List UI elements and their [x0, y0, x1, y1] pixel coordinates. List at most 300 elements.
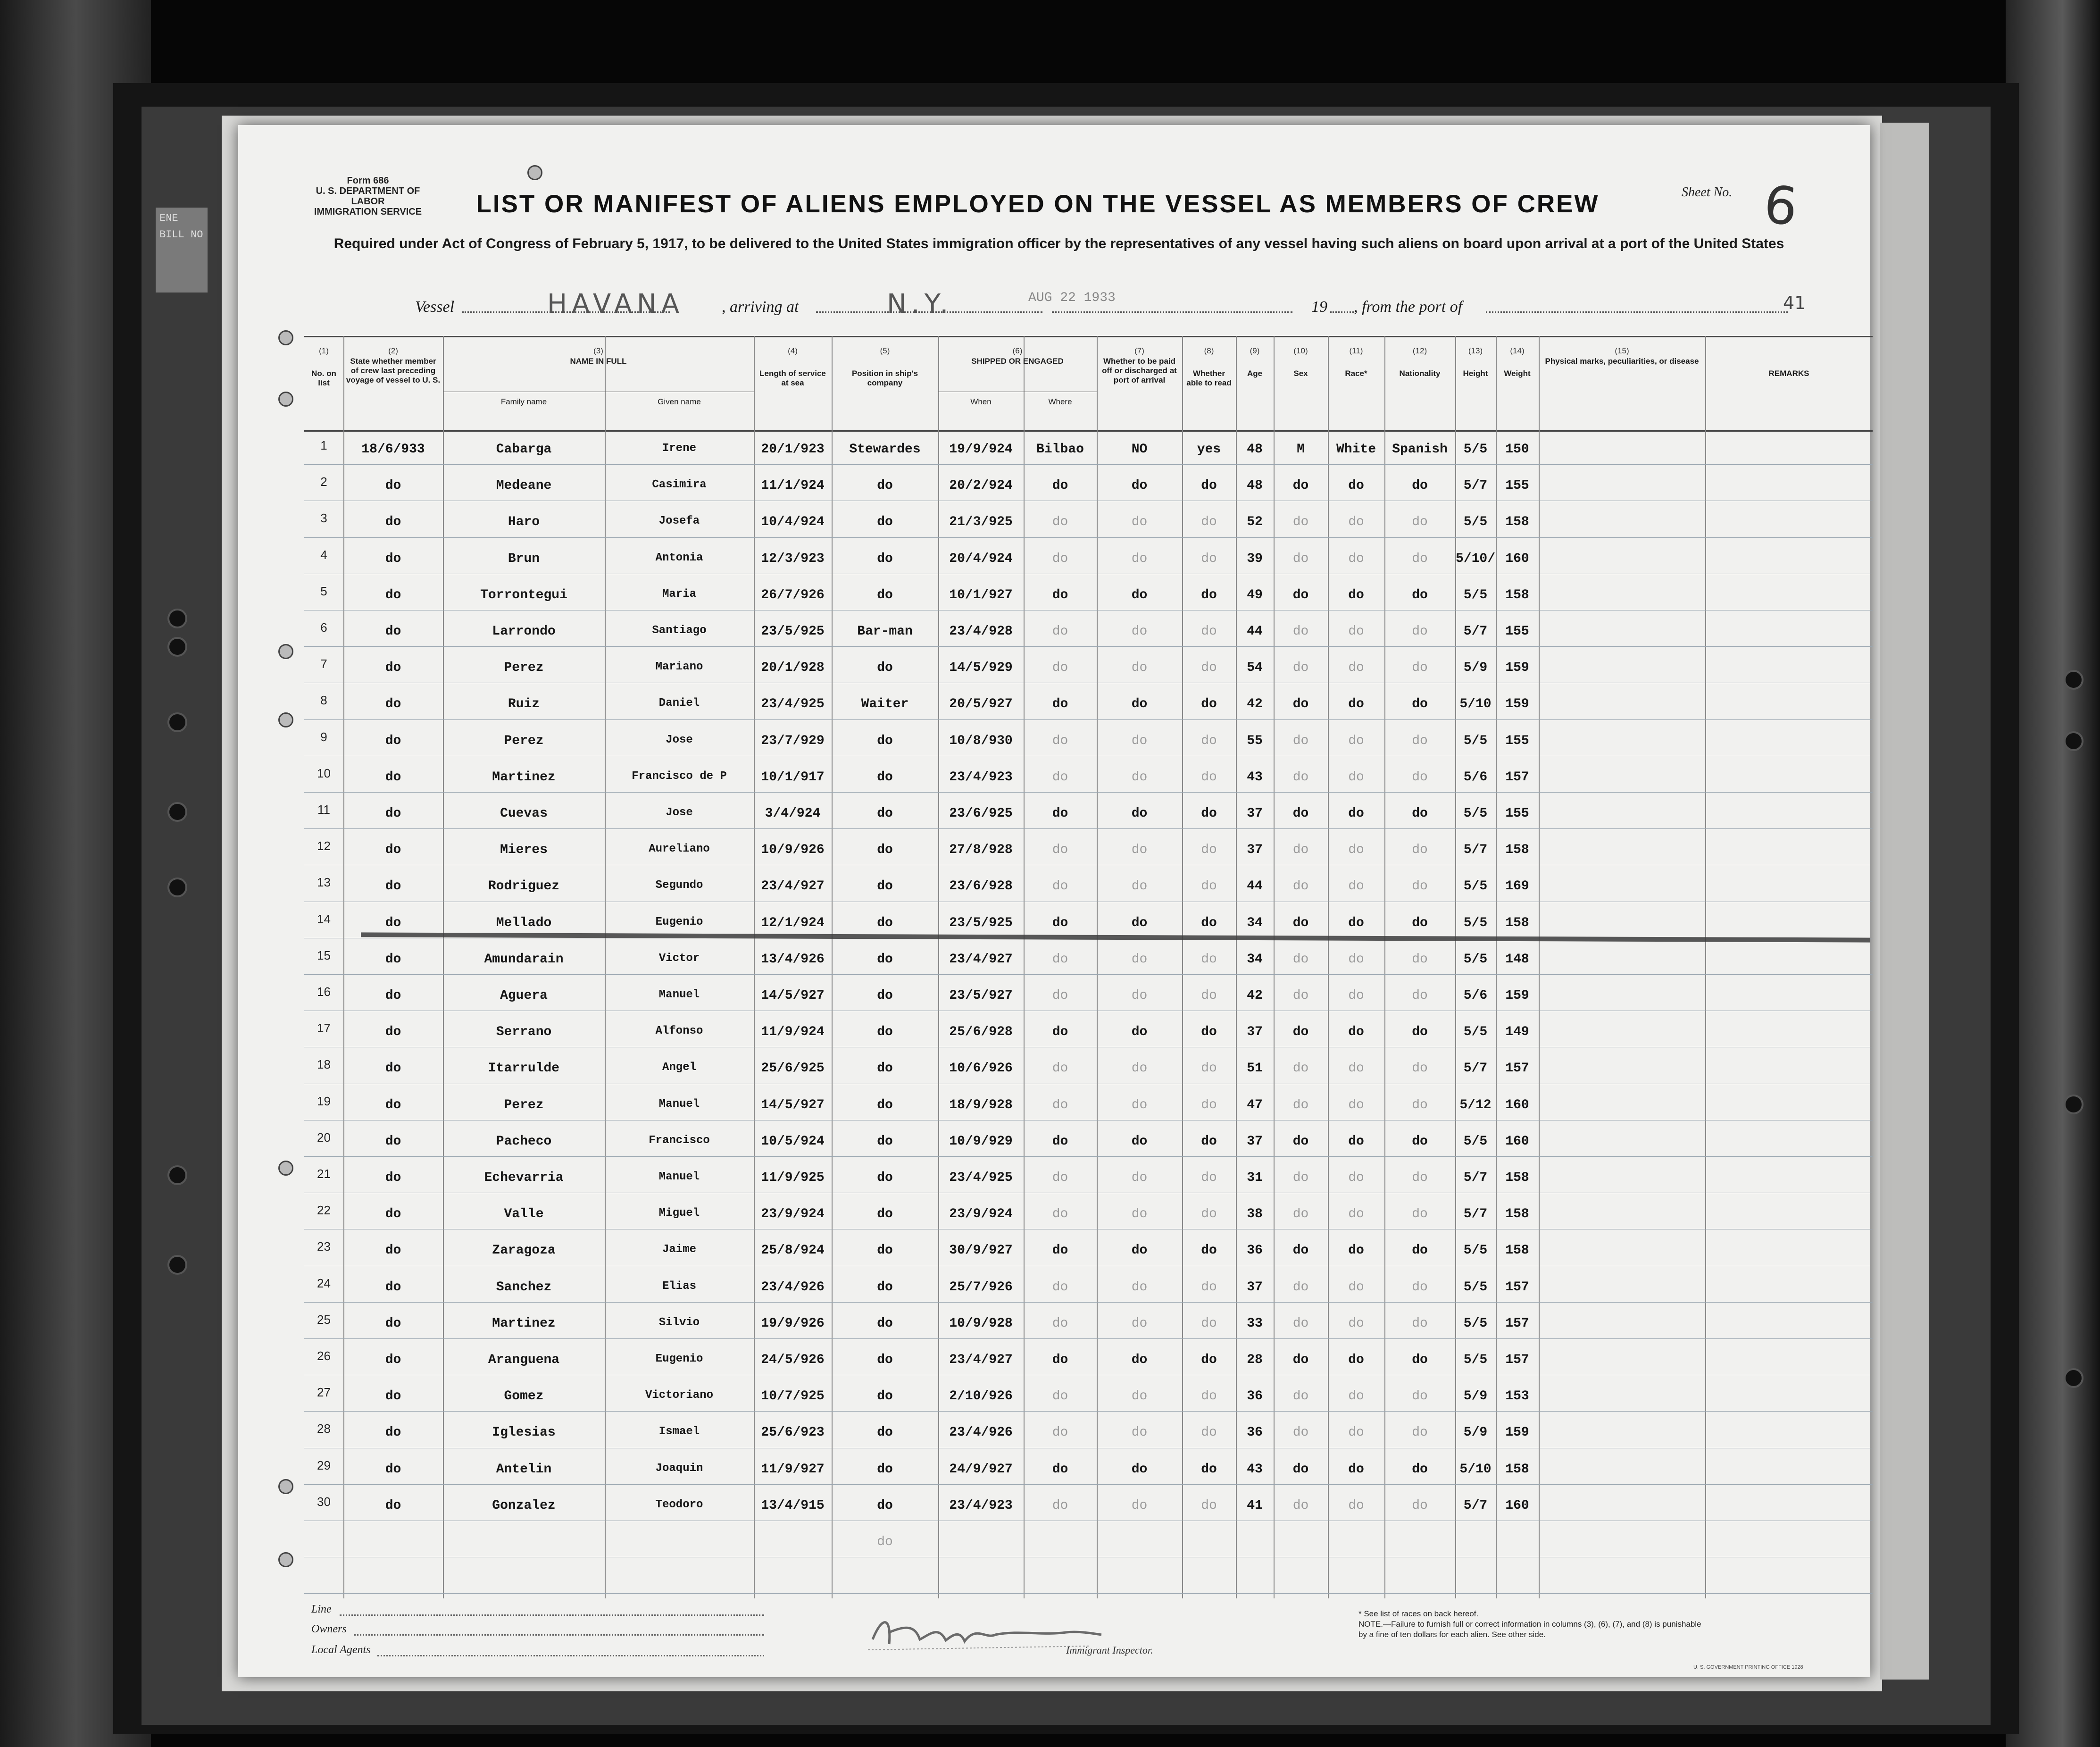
- row-number: 27: [317, 1385, 331, 1400]
- table-cell: 18/9/928: [949, 1097, 1013, 1112]
- page-number: 41: [1783, 293, 1806, 313]
- row-rule: [304, 719, 1873, 720]
- punch-hole-icon: [278, 330, 293, 345]
- table-cell: do: [1292, 478, 1309, 493]
- table-cell: do: [1201, 733, 1217, 748]
- table-cell: do: [385, 660, 401, 676]
- table-cell: do: [877, 515, 893, 530]
- table-cell: do: [1292, 1243, 1309, 1258]
- given-name: Manuel: [658, 988, 700, 1001]
- column-subheader: Where: [1048, 397, 1072, 406]
- table-cell: do: [1201, 843, 1217, 858]
- row-rule: [304, 464, 1873, 465]
- table-cell: do: [1292, 806, 1309, 821]
- table-cell: 10/7/925: [761, 1389, 825, 1404]
- binder-hole-icon: [167, 609, 187, 628]
- side-card-line: BILL NO: [159, 229, 203, 241]
- column-number: (6): [1012, 346, 1023, 355]
- table-cell: do: [1052, 915, 1068, 930]
- table-cell: 5/6: [1463, 769, 1488, 785]
- arriving-label: , arriving at: [722, 298, 799, 316]
- table-cell: White: [1336, 442, 1376, 457]
- table-cell: do: [1131, 1170, 1148, 1185]
- row-number: 16: [317, 985, 331, 999]
- table-cell: 11/9/925: [761, 1170, 825, 1185]
- row-number: 2: [320, 475, 327, 489]
- table-cell: do: [1201, 1425, 1217, 1440]
- table-cell: do: [1131, 1389, 1148, 1404]
- column-number: (14): [1510, 346, 1525, 355]
- table-cell: do: [1201, 1498, 1217, 1513]
- table-cell: 5/9: [1463, 1389, 1488, 1404]
- column-header: Whether to be paid off or discharged at port of arrival: [1102, 357, 1177, 385]
- table-cell: do: [1052, 624, 1068, 639]
- table-cell: do: [1348, 843, 1364, 858]
- column-subheader: Family name: [500, 397, 547, 406]
- table-cell: 19/9/924: [949, 442, 1013, 457]
- column-subheader: When: [970, 397, 992, 406]
- table-cell: 20/1/928: [761, 660, 825, 676]
- table-cell: 25/6/928: [949, 1025, 1013, 1040]
- column-header: Age: [1247, 369, 1263, 378]
- table-cell: 10/5/924: [761, 1134, 825, 1149]
- table-cell: 10/8/930: [949, 733, 1013, 748]
- table-cell: do: [1292, 843, 1309, 858]
- table-cell: 37: [1247, 1134, 1263, 1149]
- owners-label: Owners: [311, 1623, 347, 1635]
- table-cell: do: [1348, 1134, 1364, 1149]
- binder-hole-icon: [2064, 731, 2083, 751]
- table-cell: do: [385, 1025, 401, 1040]
- table-cell: do: [1348, 1425, 1364, 1440]
- table-cell: 5/12: [1459, 1097, 1492, 1112]
- table-cell: do: [1052, 1279, 1068, 1295]
- table-cell: 10/9/926: [761, 843, 825, 858]
- given-name: Manuel: [658, 1170, 700, 1183]
- punch-hole-icon: [527, 165, 542, 180]
- family-name: Ruiz: [508, 697, 540, 712]
- family-name: Mellado: [496, 915, 552, 930]
- table-cell: do: [1412, 769, 1428, 785]
- given-name: Francisco de P: [632, 769, 727, 783]
- punch-hole-icon: [278, 712, 293, 727]
- table-cell: do: [1292, 1353, 1309, 1367]
- table-cell: do: [1201, 1061, 1217, 1076]
- penalty-note: NOTE.—Failure to furnish full or correct information in columns (3), (6), (7), and (8) is punishable by a fine of ten dollars for each alien. See other side.: [1358, 1620, 1701, 1639]
- table-cell: do: [1348, 587, 1364, 602]
- table-cell: do: [877, 952, 893, 967]
- table-cell: do: [1412, 1425, 1428, 1440]
- table-cell: 23/5/925: [949, 915, 1013, 930]
- row-rule: [304, 1156, 1873, 1157]
- table-cell: 37: [1247, 843, 1263, 858]
- family-name: Torrontegui: [480, 587, 567, 602]
- table-cell: 5/10: [1459, 697, 1492, 712]
- table-cell: 5/5: [1463, 1243, 1488, 1258]
- table-cell: 153: [1505, 1389, 1529, 1404]
- given-name: Daniel: [658, 697, 700, 710]
- column-header: State whether member of crew last preceding voyage of vessel to U. S.: [346, 357, 441, 385]
- table-cell: do: [1201, 1134, 1217, 1149]
- family-name: Cabarga: [496, 442, 552, 457]
- row-rule: [304, 828, 1873, 829]
- table-cell: do: [1201, 915, 1217, 930]
- row-number: 24: [317, 1276, 331, 1290]
- binder-hole-icon: [2064, 1095, 2083, 1114]
- table-cell: do: [1052, 769, 1068, 785]
- table-cell: do: [1348, 1353, 1364, 1367]
- column-number: (5): [880, 346, 890, 355]
- given-name: Silvio: [658, 1316, 700, 1329]
- family-name: Perez: [504, 1097, 544, 1112]
- table-cell: do: [1052, 1425, 1068, 1440]
- table-cell: 51: [1247, 1061, 1263, 1076]
- table-cell: 160: [1505, 551, 1529, 566]
- column-number: (9): [1250, 346, 1260, 355]
- row-number: 29: [317, 1458, 331, 1472]
- table-cell: do: [1131, 952, 1148, 967]
- table-cell: do: [1348, 806, 1364, 821]
- punch-hole-icon: [278, 1479, 293, 1494]
- table-cell: do: [1131, 587, 1148, 602]
- row-rule: [304, 1338, 1873, 1339]
- table-cell: do: [385, 515, 401, 530]
- row-number: 1: [320, 438, 327, 452]
- table-cell: 31: [1247, 1170, 1263, 1185]
- table-cell: do: [385, 988, 401, 1003]
- table-cell: do: [1348, 624, 1364, 639]
- row-number: 3: [320, 511, 327, 526]
- family-name: Mieres: [500, 843, 548, 858]
- table-cell: Waiter: [861, 697, 909, 712]
- table-cell: do: [1292, 1134, 1309, 1149]
- table-cell: 37: [1247, 1025, 1263, 1040]
- film-right-edge: [2006, 0, 2100, 1747]
- row-rule: [304, 537, 1873, 538]
- table-cell: 37: [1247, 806, 1263, 821]
- row-number: 4: [320, 547, 327, 562]
- table-cell: do: [1348, 1462, 1364, 1477]
- table-cell: 157: [1505, 1316, 1529, 1331]
- table-cell: do: [1131, 624, 1148, 639]
- table-cell: do: [1292, 1425, 1309, 1440]
- row-number: 20: [317, 1130, 331, 1145]
- table-cell: 23/4/927: [761, 879, 825, 894]
- table-cell: do: [1052, 1243, 1068, 1258]
- table-cell: do: [1052, 587, 1068, 602]
- table-cell: do: [1052, 1097, 1068, 1112]
- given-name: Antonia: [655, 551, 703, 564]
- table-cell: 24/9/927: [949, 1462, 1013, 1477]
- column-header: Height: [1463, 369, 1488, 378]
- column-header: Position in ship's company: [851, 369, 918, 387]
- table-cell: 5/7: [1463, 624, 1488, 639]
- crew-manifest-table: [304, 336, 1873, 1598]
- table-cell: 5/5: [1463, 1316, 1488, 1331]
- row-number: 11: [317, 802, 330, 817]
- table-cell: 14/5/929: [949, 660, 1013, 676]
- underlying-sheet-edge: [1880, 123, 1929, 1680]
- table-cell: do: [385, 1170, 401, 1185]
- table-cell: 23/6/928: [949, 879, 1013, 894]
- column-header: Race*: [1345, 369, 1367, 378]
- table-cell: do: [1131, 988, 1148, 1003]
- table-cell: do: [1201, 1353, 1217, 1367]
- table-cell: do: [385, 587, 401, 602]
- table-cell: do: [1348, 915, 1364, 930]
- table-cell: 5/5: [1463, 879, 1488, 894]
- table-cell: do: [385, 952, 401, 967]
- table-cell: do: [1412, 1316, 1428, 1331]
- document-subtitle: Required under Act of Congress of February 5, 1917, to be delivered to the United States immigration officer by the representatives of any vessel having such aliens on board upon arrival at a port of the United States: [333, 236, 1784, 251]
- table-cell: do: [1052, 551, 1068, 566]
- table-cell: do: [1131, 478, 1148, 493]
- table-cell: 43: [1247, 769, 1263, 785]
- table-cell: do: [1201, 515, 1217, 530]
- table-cell: 13/4/915: [761, 1498, 825, 1513]
- punch-hole-icon: [278, 1161, 293, 1176]
- table-cell: 23/4/923: [949, 769, 1013, 785]
- table-cell: do: [1348, 478, 1364, 493]
- table-cell: 157: [1505, 1279, 1529, 1295]
- table-cell: do: [1131, 697, 1148, 712]
- table-cell: do: [385, 915, 401, 930]
- table-cell: do: [385, 843, 401, 858]
- table-cell: do: [385, 1061, 401, 1076]
- column-number: (7): [1134, 346, 1144, 355]
- table-cell: do: [1131, 879, 1148, 894]
- table-cell: Bar-man: [857, 624, 913, 639]
- table-cell: 10/6/926: [949, 1061, 1013, 1076]
- table-cell: 159: [1505, 1425, 1529, 1440]
- table-cell: do: [1052, 1061, 1068, 1076]
- table-cell: 13/4/926: [761, 952, 825, 967]
- table-cell: 5/5: [1463, 442, 1488, 457]
- table-cell: do: [1131, 1061, 1148, 1076]
- table-cell: do: [1292, 952, 1309, 967]
- table-cell: 23/4/927: [949, 1353, 1013, 1367]
- table-cell: 23/4/925: [761, 697, 825, 712]
- table-cell: do: [877, 1353, 893, 1367]
- table-cell: do: [1412, 587, 1428, 602]
- form-number: Form 686: [347, 176, 389, 186]
- table-cell: do: [385, 1207, 401, 1222]
- table-cell: 158: [1505, 1170, 1529, 1185]
- table-cell: 34: [1247, 952, 1263, 967]
- table-cell: do: [1348, 769, 1364, 785]
- family-name: Martinez: [492, 1316, 556, 1331]
- table-cell: do: [1131, 515, 1148, 530]
- table-cell: do: [385, 1425, 401, 1440]
- table-cell: do: [385, 551, 401, 566]
- table-cell: 25/8/924: [761, 1243, 825, 1258]
- table-cell: 5/5: [1463, 1134, 1488, 1149]
- table-cell: 158: [1505, 515, 1529, 530]
- column-header: Length of service at sea: [759, 369, 826, 387]
- given-name: Elias: [662, 1279, 696, 1293]
- table-cell: do: [1348, 1279, 1364, 1295]
- table-cell: 160: [1505, 1097, 1529, 1112]
- table-cell: 5/10: [1459, 1462, 1492, 1477]
- table-cell: do: [1292, 1097, 1309, 1112]
- table-cell: do: [1412, 478, 1428, 493]
- table-cell: do: [1412, 1170, 1428, 1185]
- table-cell: do: [1131, 1134, 1148, 1149]
- column-header: Whether able to read: [1186, 369, 1232, 387]
- table-cell: do: [1131, 806, 1148, 821]
- table-cell: do: [1131, 1316, 1148, 1331]
- table-cell: 27/8/928: [949, 843, 1013, 858]
- table-cell: 23/4/928: [949, 624, 1013, 639]
- table-cell: do: [1348, 733, 1364, 748]
- row-number: 13: [317, 875, 331, 890]
- table-cell: do: [1201, 587, 1217, 602]
- local-agents-field: [377, 1655, 764, 1656]
- table-cell: do: [877, 879, 893, 894]
- table-cell: do: [877, 1025, 893, 1040]
- table-cell: do: [1292, 988, 1309, 1003]
- table-cell: do: [1201, 988, 1217, 1003]
- table-cell: do: [1348, 1243, 1364, 1258]
- table-cell: 10/9/928: [949, 1316, 1013, 1331]
- table-cell: do: [1292, 624, 1309, 639]
- vessel-label: Vessel: [415, 298, 455, 316]
- table-cell: do: [385, 806, 401, 821]
- table-cell: do: [1052, 1462, 1068, 1477]
- table-cell: 23/4/926: [761, 1279, 825, 1295]
- given-name: Santiago: [652, 624, 707, 637]
- table-cell: 48: [1247, 442, 1263, 457]
- table-cell: 160: [1505, 1498, 1529, 1513]
- column-header: REMARKS: [1768, 369, 1809, 378]
- table-cell: do: [1052, 478, 1068, 493]
- table-cell: 12/1/924: [761, 915, 825, 930]
- table-cell: do: [1052, 515, 1068, 530]
- table-cell: 23/6/925: [949, 806, 1013, 821]
- table-cell: 21/3/925: [949, 515, 1013, 530]
- row-number: 26: [317, 1349, 331, 1363]
- family-name: Perez: [504, 660, 544, 676]
- table-cell: do: [1131, 1462, 1148, 1477]
- table-cell: do: [1052, 1170, 1068, 1185]
- given-name: Josefa: [658, 515, 700, 528]
- table-cell: 44: [1247, 879, 1263, 894]
- table-cell: do: [1348, 1389, 1364, 1404]
- table-cell: do: [1052, 952, 1068, 967]
- table-cell: 23/4/923: [949, 1498, 1013, 1513]
- table-cell: 3/4/924: [765, 806, 821, 821]
- owners-field: [354, 1634, 764, 1636]
- table-cell: do: [877, 806, 893, 821]
- table-cell: 158: [1505, 1243, 1529, 1258]
- table-cell: do: [1131, 1353, 1148, 1367]
- given-name: Maria: [662, 587, 696, 601]
- family-name: Brun: [508, 551, 540, 566]
- binder-hole-icon: [167, 712, 187, 732]
- line-field: [340, 1614, 764, 1616]
- table-cell: 19/9/926: [761, 1316, 825, 1331]
- given-name: Mariano: [655, 660, 703, 674]
- table-cell: 23/4/927: [949, 952, 1013, 967]
- sheet-number-label: Sheet No.: [1682, 185, 1733, 200]
- table-cell: do: [1052, 843, 1068, 858]
- table-cell: do: [1348, 1025, 1364, 1040]
- table-cell: do: [385, 478, 401, 493]
- table-cell: do: [1292, 1061, 1309, 1076]
- table-cell: do: [385, 1316, 401, 1331]
- table-cell: do: [1201, 769, 1217, 785]
- table-cell: do: [1348, 1097, 1364, 1112]
- row-number: 5: [320, 584, 327, 598]
- table-cell: 42: [1247, 697, 1263, 712]
- table-cell: 5/7: [1463, 478, 1488, 493]
- table-cell: do: [1201, 1243, 1217, 1258]
- row-rule: [304, 1302, 1873, 1303]
- table-cell: NO: [1131, 442, 1148, 457]
- table-cell: 10/1/917: [761, 769, 825, 785]
- table-cell: do: [1201, 624, 1217, 639]
- given-name: Irene: [662, 442, 696, 455]
- family-name: Medeane: [496, 478, 552, 493]
- column-number: (4): [788, 346, 798, 355]
- table-cell: 23/4/925: [949, 1170, 1013, 1185]
- table-cell: do: [1201, 1462, 1217, 1477]
- year-label: 19: [1311, 298, 1327, 316]
- row-number: 10: [317, 766, 331, 780]
- table-cell: do: [1052, 1353, 1068, 1367]
- table-cell: do: [385, 879, 401, 894]
- table-cell: do: [877, 988, 893, 1003]
- table-cell: do: [877, 1207, 893, 1222]
- binder-hole-icon: [167, 637, 187, 657]
- table-cell: do: [385, 769, 401, 785]
- punch-hole-icon: [278, 392, 293, 407]
- column-number: (1): [319, 346, 329, 355]
- table-cell: 55: [1247, 733, 1263, 748]
- column-number: (15): [1615, 346, 1629, 355]
- form-service: IMMIGRATION SERVICE: [314, 207, 422, 217]
- column-number: (10): [1293, 346, 1308, 355]
- punch-hole-icon: [278, 644, 293, 659]
- table-cell: 158: [1505, 587, 1529, 602]
- column-header: NAME IN FULL: [570, 357, 627, 366]
- table-cell: Spanish: [1392, 442, 1448, 457]
- table-cell: do: [1412, 624, 1428, 639]
- table-cell: 20/4/924: [949, 551, 1013, 566]
- table-cell: 47: [1247, 1097, 1263, 1112]
- table-cell: do: [1292, 660, 1309, 676]
- table-cell: do: [1052, 660, 1068, 676]
- table-cell: 159: [1505, 660, 1529, 676]
- table-cell: do: [385, 1134, 401, 1149]
- table-cell: do: [385, 624, 401, 639]
- table-cell: do: [877, 733, 893, 748]
- table-cell: do: [877, 1097, 893, 1112]
- table-cell: do: [1201, 806, 1217, 821]
- table-cell: do: [877, 1389, 893, 1404]
- table-cell: do: [1412, 1207, 1428, 1222]
- given-name: Victor: [658, 952, 700, 965]
- row-number: 8: [320, 693, 327, 708]
- given-name: Jose: [666, 733, 693, 746]
- table-cell: do: [1292, 1316, 1309, 1331]
- form-identifier: [307, 176, 429, 217]
- table-cell: do: [1412, 806, 1428, 821]
- table-cell: 5/5: [1463, 733, 1488, 748]
- table-cell: 158: [1505, 843, 1529, 858]
- table-cell: do: [877, 1134, 893, 1149]
- given-name: Teodoro: [655, 1498, 703, 1511]
